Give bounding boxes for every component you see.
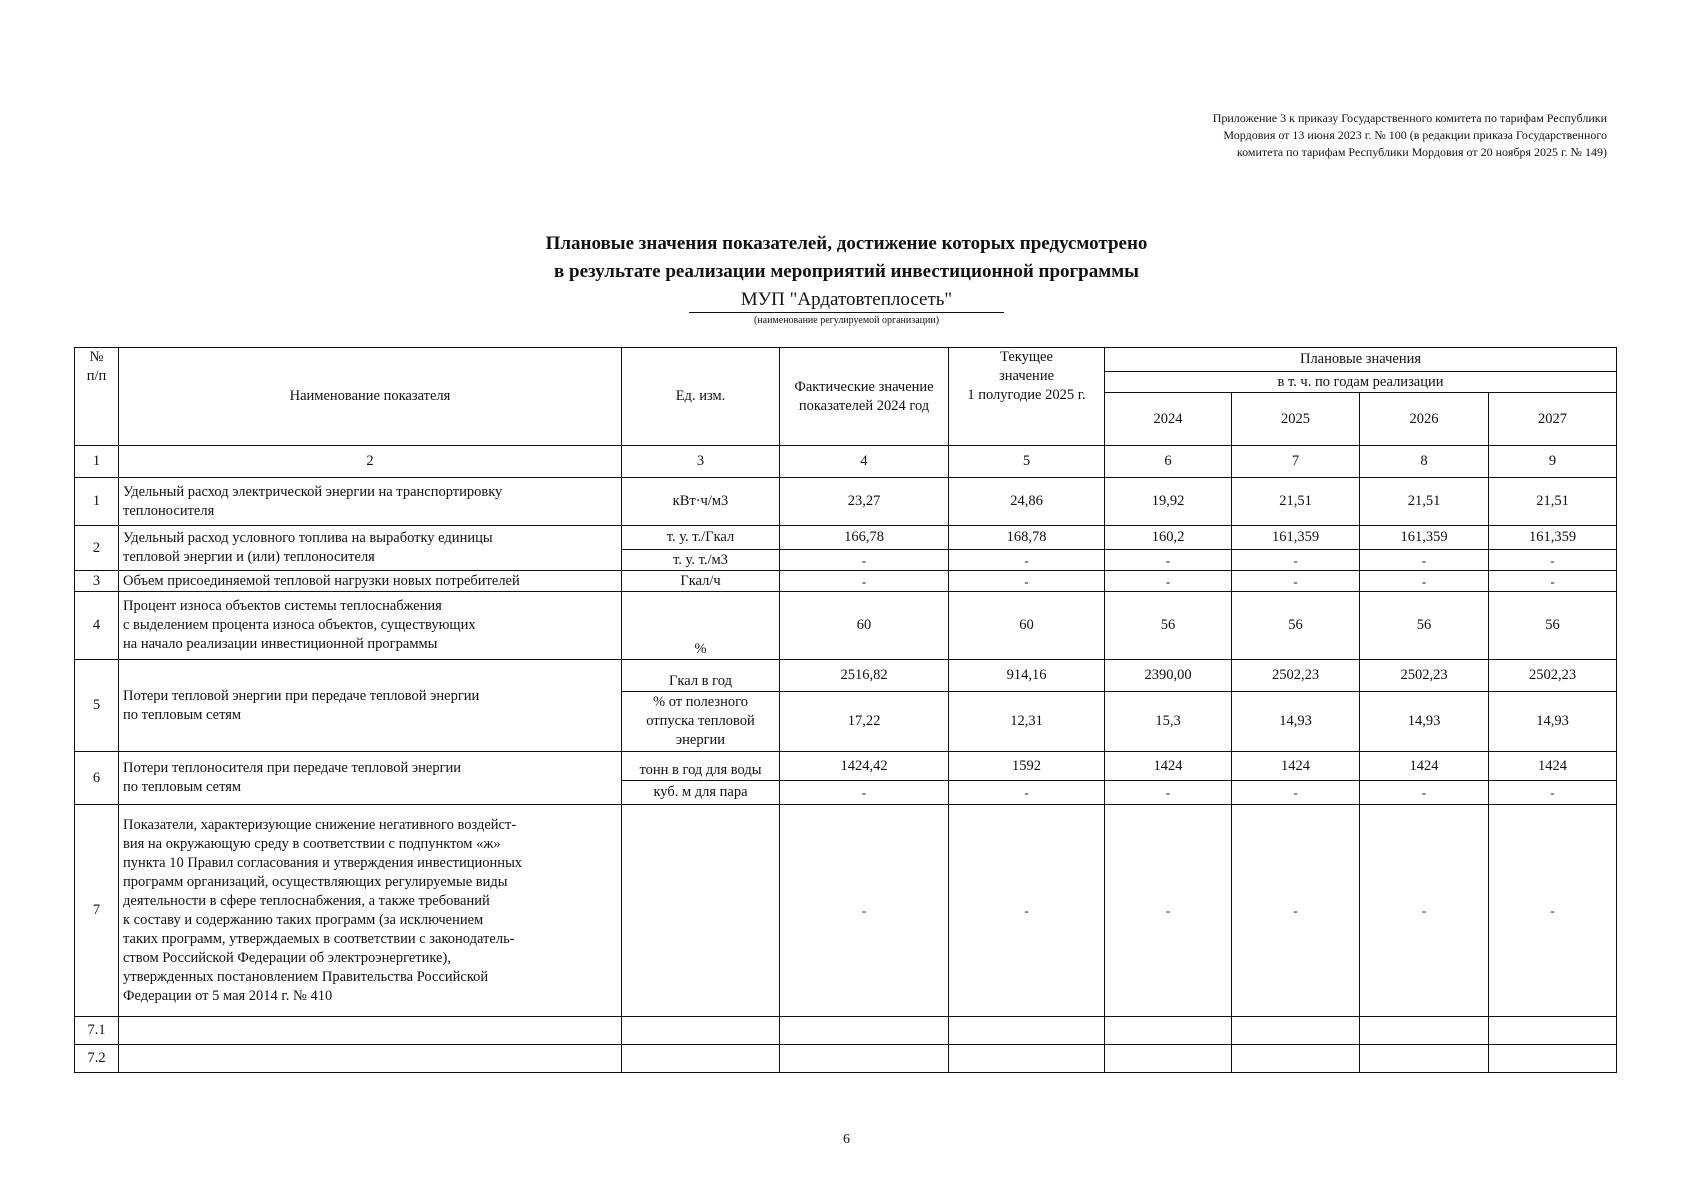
indicator-name-line: ством Российской Федерации об электроэнергетике), [123, 949, 451, 966]
empty-cell [119, 1017, 622, 1045]
value-cell: 60 [780, 592, 949, 660]
indicator-name-line: на начало реализации инвестиционной программы [123, 636, 438, 652]
value-cell: - [1489, 571, 1617, 592]
row-number: 2 [75, 526, 119, 571]
value-cell: 1424 [1360, 752, 1489, 781]
unit-cell: Гкал/ч [622, 571, 780, 592]
row-number: 6 [75, 752, 119, 805]
header-num-line-1: № [89, 349, 104, 365]
value-cell: - [949, 571, 1105, 592]
col-number: 9 [1489, 446, 1617, 478]
value-cell: 56 [1105, 592, 1232, 660]
empty-cell [949, 1017, 1105, 1045]
value-cell: - [949, 781, 1105, 805]
value-cell: 14,93 [1489, 692, 1617, 752]
header-current-line-3: 1 полугодие 2025 г. [967, 387, 1086, 403]
col-number: 8 [1360, 446, 1489, 478]
indicator-name-line: деятельности в сфере теплоснабжения, а также требований [123, 892, 490, 909]
empty-cell [1489, 1017, 1617, 1045]
table-row [75, 1045, 1617, 1073]
header-current-line-2: значение [998, 368, 1055, 384]
value-cell: 1592 [949, 752, 1105, 781]
header-num [75, 348, 119, 446]
indicator-name-line: Удельный расход условного топлива на выработку единицы [123, 530, 493, 546]
header-planned: Плановые значения [1105, 348, 1617, 372]
empty-cell [622, 1045, 780, 1073]
header-year-2026: 2026 [1360, 393, 1489, 446]
indicator-name [119, 752, 622, 805]
value-cell: - [1360, 550, 1489, 571]
value-cell: 56 [1232, 592, 1360, 660]
title-line-2: в результате реализации мероприятий инвестиционной программы [554, 261, 1139, 282]
value-cell: 14,93 [1360, 692, 1489, 752]
value-cell: - [780, 571, 949, 592]
value-cell: - [1105, 550, 1232, 571]
empty-cell [1232, 1045, 1360, 1073]
row-number: 3 [75, 571, 119, 592]
value-cell: 1424 [1105, 752, 1232, 781]
header-actual-line-2: показателей 2024 год [798, 397, 930, 414]
unit-line: % от полезного [653, 694, 748, 710]
empty-cell [1360, 1017, 1489, 1045]
indicator-name-line: с выделением процента износа объектов, существующих [123, 617, 476, 633]
approval-line-1: Приложение 3 к приказу Государственного комитета по тарифам Республики [1212, 111, 1607, 125]
value-cell: - [1232, 550, 1360, 571]
indicator-name-line: программ организаций, осуществляющих регулируемые виды [123, 873, 508, 890]
value-cell: 21,51 [1489, 478, 1617, 526]
value-cell: - [1105, 805, 1232, 1017]
col-number: 7 [1232, 446, 1360, 478]
indicator-name-line: Удельный расход электрической энергии на транспортировку [123, 483, 503, 500]
header-year-2027: 2027 [1489, 393, 1617, 446]
indicator-name [119, 592, 622, 660]
indicator-name-line: утвержденных постановлением Правительства Российской [123, 968, 489, 985]
title-line-1: Плановые значения показателей, достижение которых предусмотрено [545, 233, 1148, 254]
value-cell: 1424,42 [780, 752, 949, 781]
value-cell: 1424 [1232, 752, 1360, 781]
indicator-name-line: по тепловым сетям [123, 779, 242, 795]
value-cell: 161,359 [1232, 526, 1360, 550]
row-number: 5 [75, 660, 119, 752]
table-row [75, 478, 1617, 526]
indicator-name-line: пункта 10 Правил согласования и утверждения инвестиционных [123, 854, 523, 871]
value-cell: 1424 [1489, 752, 1617, 781]
approval-line-2: Мордовия от 13 июня 2023 г. № 100 (в редакции приказа Государственного [1223, 128, 1607, 142]
value-cell: 161,359 [1489, 526, 1617, 550]
unit-cell: % [622, 592, 780, 660]
empty-cell [1360, 1045, 1489, 1073]
unit-cell: т. у. т./м3 [622, 550, 780, 571]
value-cell: 2390,00 [1105, 660, 1232, 692]
value-cell: 56 [1489, 592, 1617, 660]
page-number: 6 [843, 1132, 850, 1147]
approval-line-3: комитета по тарифам Республики Мордовия от 20 ноября 2025 г. № 149) [1236, 145, 1607, 159]
indicator-name [119, 478, 622, 526]
header-name: Наименование показателя [119, 348, 622, 446]
organization-caption: (наименование регулируемой организации) [753, 315, 940, 326]
indicator-name-line: Процент износа объектов системы теплоснабжения [123, 598, 442, 614]
row-number: 7.1 [75, 1017, 119, 1045]
col-number: 6 [1105, 446, 1232, 478]
value-cell: 21,51 [1360, 478, 1489, 526]
header-num-line-2: п/п [86, 368, 107, 384]
indicator-name-line: вия на окружающую среду в соответствии с подпунктом «ж» [123, 835, 501, 852]
value-cell: - [780, 550, 949, 571]
row-number: 7 [75, 805, 119, 1017]
value-cell: - [1489, 550, 1617, 571]
document-title [0, 230, 1693, 286]
value-cell: - [1489, 805, 1617, 1017]
table-row [75, 1017, 1617, 1045]
header-by-years: в т. ч. по годам реализации [1105, 372, 1617, 393]
col-number: 1 [75, 446, 119, 478]
value-cell: 23,27 [780, 478, 949, 526]
empty-cell [622, 1017, 780, 1045]
empty-cell [1105, 1045, 1232, 1073]
col-number: 2 [119, 446, 622, 478]
value-cell: 21,51 [1232, 478, 1360, 526]
unit-line: отпуска тепловой [646, 713, 755, 729]
value-cell: 914,16 [949, 660, 1105, 692]
value-cell: 168,78 [949, 526, 1105, 550]
value-cell: 2502,23 [1489, 660, 1617, 692]
value-cell: 14,93 [1232, 692, 1360, 752]
value-cell: 15,3 [1105, 692, 1232, 752]
indicator-name-line: теплоносителя [123, 502, 215, 519]
header-row [75, 348, 1617, 372]
value-cell: - [949, 805, 1105, 1017]
indicator-name [119, 805, 622, 1017]
table-row [75, 592, 1617, 660]
table-row [75, 526, 1617, 550]
indicator-name-line: таких программ, утверждаемых в соответствии с законодатель- [123, 930, 515, 947]
empty-cell [1105, 1017, 1232, 1045]
unit-line: энергии [675, 732, 726, 748]
value-cell: - [780, 805, 949, 1017]
empty-cell [949, 1045, 1105, 1073]
value-cell: 161,359 [1360, 526, 1489, 550]
indicator-name: Объем присоединяемой тепловой нагрузки новых потребителей [119, 571, 622, 592]
value-cell: 60 [949, 592, 1105, 660]
row-number: 1 [75, 478, 119, 526]
value-cell: 160,2 [1105, 526, 1232, 550]
table-row [75, 805, 1617, 1017]
value-cell: 19,92 [1105, 478, 1232, 526]
value-cell: 2516,82 [780, 660, 949, 692]
empty-cell [780, 1017, 949, 1045]
value-cell: 24,86 [949, 478, 1105, 526]
value-cell: - [1105, 781, 1232, 805]
empty-cell [119, 1045, 622, 1073]
row-number: 4 [75, 592, 119, 660]
col-number: 5 [949, 446, 1105, 478]
value-cell: 2502,23 [1360, 660, 1489, 692]
unit-cell [622, 692, 780, 752]
col-number: 3 [622, 446, 780, 478]
organization-block [0, 289, 1693, 326]
approval-note [1047, 110, 1607, 161]
row-number: 7.2 [75, 1045, 119, 1073]
value-cell: 56 [1360, 592, 1489, 660]
value-cell: - [1489, 781, 1617, 805]
empty-cell [1232, 1017, 1360, 1045]
table-row [75, 660, 1617, 692]
value-cell: - [1360, 781, 1489, 805]
table-row [75, 752, 1617, 781]
unit-cell: Гкал в год [622, 660, 780, 692]
indicator-name-line: к составу и содержанию таких программ (за исключением [123, 911, 484, 928]
value-cell: - [1105, 571, 1232, 592]
column-numbers-row [75, 446, 1617, 478]
header-actual-line-1: Фактические значение [794, 378, 934, 395]
indicator-name [119, 526, 622, 571]
value-cell: - [780, 781, 949, 805]
header-unit: Ед. изм. [622, 348, 780, 446]
header-current-line-1: Текущее [1000, 349, 1053, 365]
organization-name: МУП "Ардатовтеплосеть" [689, 289, 1004, 313]
header-current [949, 348, 1105, 446]
value-cell: - [1360, 571, 1489, 592]
indicator-name-line: Федерации от 5 мая 2014 г. № 410 [123, 987, 333, 1004]
value-cell: 2502,23 [1232, 660, 1360, 692]
header-actual [780, 348, 949, 446]
value-cell: - [949, 550, 1105, 571]
value-cell: 166,78 [780, 526, 949, 550]
unit-cell: кВт·ч/м3 [622, 478, 780, 526]
indicator-name-line: Показатели, характеризующие снижение негативного воздейст- [123, 816, 517, 833]
empty-cell [780, 1045, 949, 1073]
table-row [75, 571, 1617, 592]
indicator-name-line: по тепловым сетям [123, 706, 242, 723]
indicator-name-line: Потери теплоносителя при передаче тепловой энергии [123, 760, 462, 776]
col-number: 4 [780, 446, 949, 478]
indicator-name-line: тепловой энергии и (или) теплоносителя [123, 549, 375, 565]
header-year-2024: 2024 [1105, 393, 1232, 446]
indicator-name [119, 660, 622, 752]
value-cell: - [1232, 571, 1360, 592]
value-cell: - [1232, 805, 1360, 1017]
unit-cell: тонн в год для воды [622, 752, 780, 781]
value-cell: - [1232, 781, 1360, 805]
unit-cell [622, 805, 780, 1017]
value-cell: 12,31 [949, 692, 1105, 752]
value-cell: - [1360, 805, 1489, 1017]
unit-cell: т. у. т./Гкал [622, 526, 780, 550]
header-year-2025: 2025 [1232, 393, 1360, 446]
indicators-table [74, 347, 1617, 1073]
value-cell: 17,22 [780, 692, 949, 752]
unit-cell: куб. м для пара [622, 781, 780, 805]
empty-cell [1489, 1045, 1617, 1073]
indicator-name-line: Потери тепловой энергии при передаче тепловой энергии [123, 687, 480, 704]
